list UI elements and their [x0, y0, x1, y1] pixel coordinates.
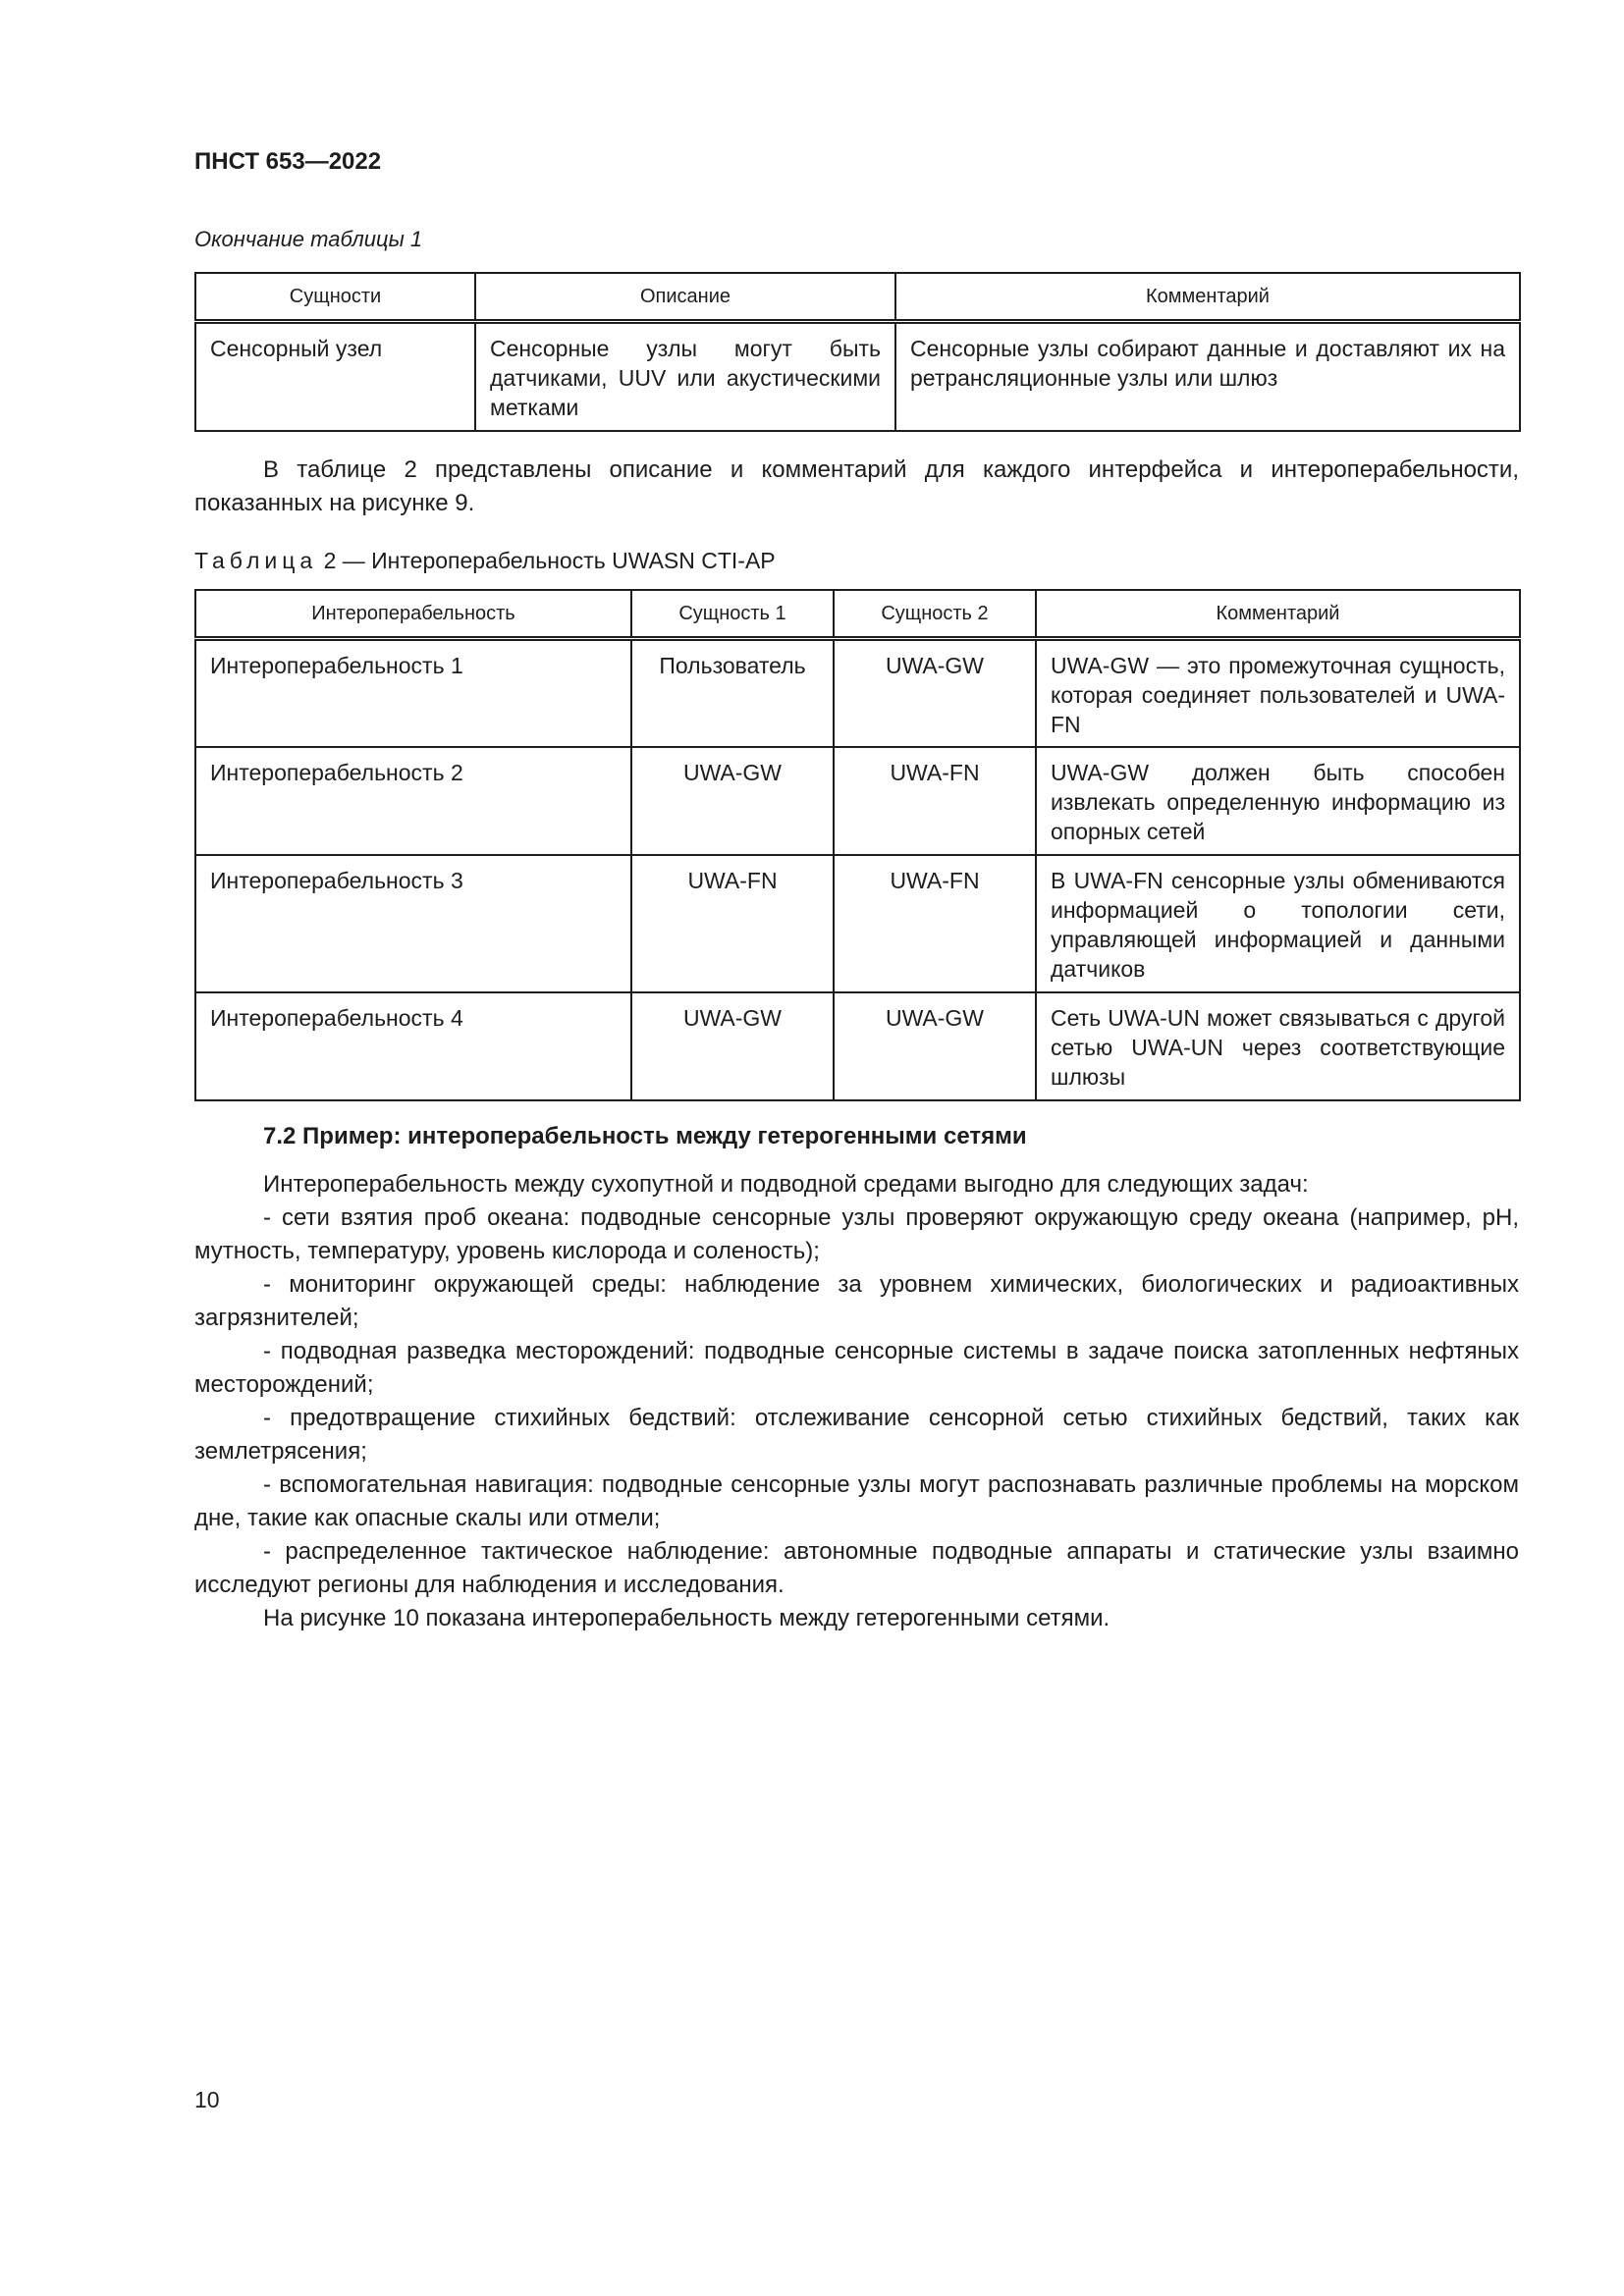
table-cell: UWA-GW	[834, 639, 1036, 747]
table2-header-row	[195, 590, 1520, 639]
table-cell: В UWA-FN сенсорные узлы обмениваются информацией о топологии сети, управляющей информацией и данными датчиков	[1036, 855, 1520, 992]
table2-header-cell: Интероперабельность	[195, 590, 631, 639]
table1-continuation-label: Окончание таблицы 1	[194, 227, 423, 251]
table-cell: Интероперабельность 3	[195, 855, 631, 992]
list-item: - вспомогательная навигация: подводные сенсорные узлы могут распознавать различные проблемы на морском дне, такие как опасные скалы или отмели;	[194, 1471, 1519, 1531]
table-row	[195, 747, 1520, 855]
table1-header-row	[195, 273, 1520, 322]
table-cell: UWA-GW должен быть способен извлекать определенную информацию из опорных сетей	[1036, 747, 1520, 855]
table-cell: Сенсорные узлы могут быть датчиками, UUV или акустическими метками	[475, 322, 895, 432]
section-heading: 7.2 Пример: интероперабельность между гетерогенными сетями	[263, 1123, 1027, 1149]
page-number: 10	[194, 2087, 220, 2112]
table-row	[195, 322, 1520, 432]
body-paragraph: На рисунке 10 показана интероперабельность между гетерогенными сетями.	[263, 1605, 1110, 1631]
table2-caption	[194, 548, 776, 574]
list-item: - сети взятия проб океана: подводные сенсорные узлы проверяют окружающую среду океана (например, pH, мутность, температуру, уровень кислорода и соленость);	[194, 1204, 1519, 1264]
table-cell: UWA-FN	[834, 747, 1036, 855]
table2-caption-text: 2 — Интероперабельность UWASN CTI-AP	[317, 548, 776, 573]
table-cell: Интероперабельность 4	[195, 992, 631, 1100]
table-cell: Сеть UWA-UN может связываться с другой сетью UWA-UN через соответствующие шлюзы	[1036, 992, 1520, 1100]
intro-paragraph: В таблице 2 представлены описание и комментарий для каждого интерфейса и интероперабельности, показанных на рисунке 9.	[194, 456, 1519, 516]
table-cell: Пользователь	[631, 639, 834, 747]
table2	[194, 589, 1521, 1101]
list-item: - распределенное тактическое наблюдение: автономные подводные аппараты и статические узлы взаимно исследуют регионы для наблюдения и исследования.	[194, 1538, 1519, 1598]
table-row	[195, 855, 1520, 992]
list-item: - предотвращение стихийных бедствий: отслеживание сенсорной сетью стихийных бедствий, таких как землетрясения;	[194, 1405, 1519, 1465]
table2-header-cell: Сущность 1	[631, 590, 834, 639]
table2-header-cell: Сущность 2	[834, 590, 1036, 639]
document-code: ПНСТ 653—2022	[194, 148, 382, 175]
table-cell: Сенсорные узлы собирают данные и доставляют их на ретрансляционные узлы или шлюз	[895, 322, 1520, 432]
table1-header-cell: Комментарий	[895, 273, 1520, 322]
table-cell: Интероперабельность 1	[195, 639, 631, 747]
list-item: - подводная разведка месторождений: подводные сенсорные системы в задаче поиска затопленных нефтяных месторождений;	[194, 1338, 1519, 1398]
table-cell: UWA-GW — это промежуточная сущность, которая соединяет пользователей и UWA-FN	[1036, 639, 1520, 747]
table-row	[195, 992, 1520, 1100]
list-item: - мониторинг окружающей среды: наблюдение за уровнем химических, биологических и радиоактивных загрязнителей;	[194, 1271, 1519, 1331]
table2-caption-word: Таблица	[194, 548, 318, 573]
table-cell: Интероперабельность 2	[195, 747, 631, 855]
table-cell: UWA-GW	[631, 747, 834, 855]
body-paragraph: Интероперабельность между сухопутной и подводной средами выгодно для следующих задач:	[263, 1171, 1309, 1198]
table-row	[195, 639, 1520, 747]
table-cell: UWA-FN	[834, 855, 1036, 992]
table1-header-cell: Описание	[475, 273, 895, 322]
table2-header-cell: Комментарий	[1036, 590, 1520, 639]
table1-header-cell: Сущности	[195, 273, 475, 322]
table-cell: UWA-GW	[834, 992, 1036, 1100]
table-cell: Сенсорный узел	[195, 322, 475, 432]
section-body	[194, 1168, 1519, 1635]
table1	[194, 272, 1521, 432]
table-cell: UWA-GW	[631, 992, 834, 1100]
table-cell: UWA-FN	[631, 855, 834, 992]
